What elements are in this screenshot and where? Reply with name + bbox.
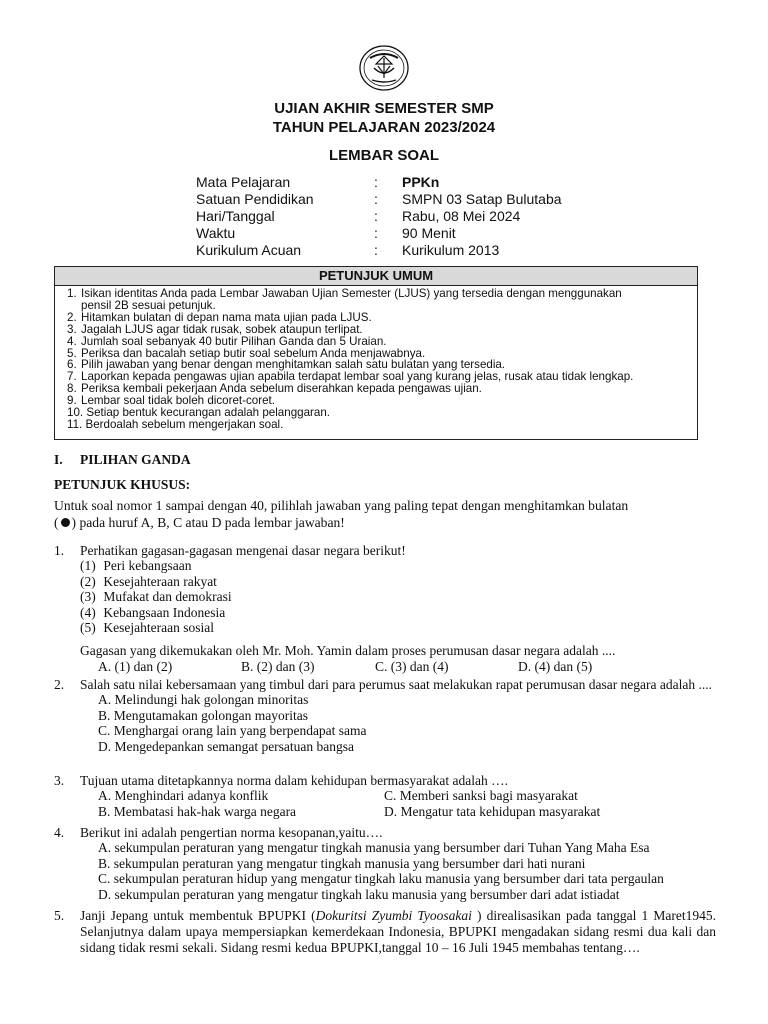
question-stem <box>80 908 716 956</box>
list-item-number: 9. <box>67 394 77 408</box>
statement-item <box>80 620 716 635</box>
question-stem: Berikut ini adalah pengertian norma kesopanan,yaitu…. <box>80 825 383 840</box>
list-item-text: Periksa kembali pekerjaan Anda sebelum diserahkan kepada pengawas ujian. <box>81 382 482 396</box>
identity-value: PPKn <box>402 174 440 190</box>
section-heading <box>54 452 191 468</box>
identity-separator: : <box>374 225 378 241</box>
answer-option-a[interactable]: A. Melindungi hak golongan minoritas <box>98 692 309 708</box>
question-2 <box>54 677 716 754</box>
identity-label: Mata Pelajaran <box>196 174 291 190</box>
answer-options-row <box>98 659 716 674</box>
question-stem-part2: ) direalisasikan pada tanggal 1 Maret1945. Selanjutnya dalam upaya mempersiapkan kemerdekaan Indonesia, BPUPKI mengadakan sidang resmi dua kali dan sidang tidak resmi sekali. Sidang resmi kedua BPUPKI,tanggal 10 – 16 Juli 1945 membahas tentang…. <box>80 908 716 955</box>
answer-option-a[interactable]: A. Menghindari adanya konflik <box>98 788 269 804</box>
list-item-text: Jumlah soal sebanyak 40 butir Pilihan Ganda dan 5 Uraian. <box>81 334 387 348</box>
answer-options-row <box>98 788 716 803</box>
identity-label: Kurikulum Acuan <box>196 242 302 258</box>
section-title: PILIHAN GANDA <box>80 452 191 467</box>
academic-year-title: TAHUN PELAJARAN 2023/2024 <box>272 119 496 136</box>
question-3 <box>54 773 716 819</box>
tut-wuri-handayani-emblem-icon <box>358 44 410 92</box>
statement-item <box>80 589 716 604</box>
identity-separator: : <box>374 208 378 224</box>
answer-option-b[interactable]: B. Membatasi hak-hak warga negara <box>98 803 297 819</box>
list-item-number: 8. <box>67 382 77 396</box>
question-4 <box>54 825 716 902</box>
list-item-text: Berdoalah sebelum mengerjakan soal. <box>85 417 284 431</box>
list-item-text: Periksa dan bacalah setiap butir soal sebelum Anda menjawabnya. <box>81 346 426 360</box>
identity-separator: : <box>374 191 378 207</box>
answer-option-c[interactable]: C. sekumpulan peraturan hidup yang mengatur tingkah laku manusia yang bersumber dari tata pergaulan <box>98 871 664 887</box>
list-item-text: Lembar soal tidak boleh dicoret-coret. <box>81 394 275 408</box>
statement-number: (1) <box>80 558 96 574</box>
answer-option-b[interactable]: B. (2) dan (3) <box>241 658 315 674</box>
list-item-text-continued: pensil 2B sesuai petunjuk. <box>81 298 216 312</box>
list-item-text: Jagalah LJUS agar tidak rusak, sobek ataupun terlipat. <box>81 322 363 336</box>
question-number: 2. <box>54 677 65 692</box>
list-item-number: 7. <box>67 370 77 384</box>
statement-text: Kesejahteraan sosial <box>103 620 214 636</box>
identity-value: 90 Menit <box>402 225 456 241</box>
question-stem-italic-term: Dokuritsi Zyumbi Tyoosakai <box>315 908 472 923</box>
instructions-text-part1: Untuk soal nomor 1 sampai dengan 40, pilihlah jawaban yang paling tepat dengan menghitamkan bulatan <box>54 498 629 513</box>
question-stem-part1: Janji Jepang untuk membentuk BPUPKI ( <box>80 908 316 923</box>
list-item-number: 3. <box>67 322 77 336</box>
identity-label: Waktu <box>196 225 236 241</box>
list-item-number: 6. <box>67 358 77 372</box>
question-5 <box>54 908 716 956</box>
question-1 <box>54 543 716 674</box>
identity-label: Hari/Tanggal <box>196 208 275 224</box>
answer-option-b[interactable]: B. sekumpulan peraturan yang mengatur tingkah manusia yang bersumber dari hati nurani <box>98 855 586 871</box>
identity-value: SMPN 03 Satap Bulutaba <box>402 191 562 207</box>
statement-item <box>80 558 716 573</box>
exam-identity <box>196 174 696 259</box>
answer-option-c[interactable]: C. Memberi sanksi bagi masyarakat <box>384 788 578 804</box>
answer-option-d[interactable]: D. (4) dan (5) <box>518 658 593 674</box>
statement-item <box>80 605 716 620</box>
identity-row-curriculum <box>196 242 696 259</box>
list-item-number: 10. <box>67 406 84 420</box>
answer-option-a[interactable]: A. sekumpulan peraturan yang mengatur tingkah manusia yang bersumber dari Tuhan Yang Maha Esa <box>98 840 650 856</box>
identity-row-date <box>196 208 696 225</box>
answer-option-d[interactable]: D. Mengedepankan semangat persatuan bangsa <box>98 738 355 754</box>
list-item-text: Isikan identitas Anda pada Lembar Jawaban Ujian Semester (LJUS) yang tersedia dengan menggunakan <box>81 287 622 300</box>
identity-value: Rabu, 08 Mei 2024 <box>402 208 521 224</box>
identity-row-time <box>196 225 696 242</box>
list-item-text: Setiap bentuk kecurangan adalah pelanggaran. <box>86 406 331 420</box>
question-number: 1. <box>54 543 65 558</box>
answer-option-d[interactable]: D. Mengatur tata kehidupan masyarakat <box>384 803 601 819</box>
list-item-number: 2. <box>67 310 77 324</box>
answer-option-c[interactable]: C. (3) dan (4) <box>375 658 449 674</box>
question-prompt: Gagasan yang dikemukakan oleh Mr. Moh. Yamin dalam proses perumusan dasar negara adalah .... <box>80 643 616 659</box>
list-item-number: 11. <box>67 417 83 431</box>
question-stem: Tujuan utama ditetapkannya norma dalam kehidupan bermasyarakat adalah …. <box>80 773 508 788</box>
filled-circle-icon <box>61 518 70 527</box>
general-instructions-heading: PETUNJUK UMUM <box>55 267 697 286</box>
statement-text: Mufakat dan demokrasi <box>103 589 232 605</box>
identity-row-subject <box>196 174 696 191</box>
question-stem: Perhatikan gagasan-gagasan mengenai dasar negara berikut! <box>80 543 406 558</box>
question-number: 5. <box>54 908 65 923</box>
statement-number: (5) <box>80 620 96 636</box>
list-item-number: 5. <box>67 346 77 360</box>
general-instructions-box <box>54 266 698 440</box>
list-item-number: 1. <box>67 287 77 300</box>
identity-value: Kurikulum 2013 <box>402 242 500 258</box>
statement-number: (2) <box>80 573 96 589</box>
answer-option-b[interactable]: B. Mengutamakan golongan mayoritas <box>98 707 308 723</box>
answer-option-c[interactable]: C. Menghargai orang lain yang berpendapat sama <box>98 723 367 739</box>
statement-item <box>80 574 716 589</box>
list-item <box>67 419 697 431</box>
statement-text: Kebangsaan Indonesia <box>103 604 226 620</box>
statement-number: (3) <box>80 589 96 605</box>
identity-separator: : <box>374 242 378 258</box>
instructions-open-paren: ( <box>54 515 59 530</box>
answer-option-d[interactable]: D. sekumpulan peraturan yang mengatur tingkah laku manusia yang bersumber dari adat istiadat <box>98 886 620 902</box>
special-instructions-heading: PETUNJUK KHUSUS: <box>54 477 191 492</box>
general-instructions-list <box>55 286 697 431</box>
identity-separator: : <box>374 174 378 190</box>
identity-row-school <box>196 191 696 208</box>
statement-text: Kesejahteraan rakyat <box>103 573 217 589</box>
answer-options-row <box>98 804 716 819</box>
section-number: I. <box>54 452 63 467</box>
list-item-text: Laporkan kepada pengawas ujian apabila terdapat lembar soal yang kurang jelas, rusak atau tidak lengkap. <box>81 370 634 384</box>
list-item <box>67 288 697 312</box>
statement-text: Peri kebangsaan <box>103 558 192 574</box>
instructions-text-part2: ) pada huruf A, B, C atau D pada lembar jawaban! <box>71 515 345 530</box>
sheet-title: LEMBAR SOAL <box>329 147 439 164</box>
statement-number: (4) <box>80 604 96 620</box>
question-stem: Salah satu nilai kebersamaan yang timbul dari para perumus saat melakukan rapat perumusan dasar negara adalah .... <box>80 677 713 692</box>
question-number: 3. <box>54 773 65 788</box>
list-item-number: 4. <box>67 334 77 348</box>
identity-label: Satuan Pendidikan <box>196 191 314 207</box>
list-item-text: Pilih jawaban yang benar dengan menghitamkan salah satu bulatan yang tersedia. <box>81 358 506 372</box>
exam-title: UJIAN AKHIR SEMESTER SMP <box>274 100 494 117</box>
special-instructions-text <box>54 497 714 531</box>
list-item-text: Hitamkan bulatan di depan nama mata ujian pada LJUS. <box>81 310 372 324</box>
answer-option-a[interactable]: A. (1) dan (2) <box>98 658 173 674</box>
question-number: 4. <box>54 825 65 840</box>
